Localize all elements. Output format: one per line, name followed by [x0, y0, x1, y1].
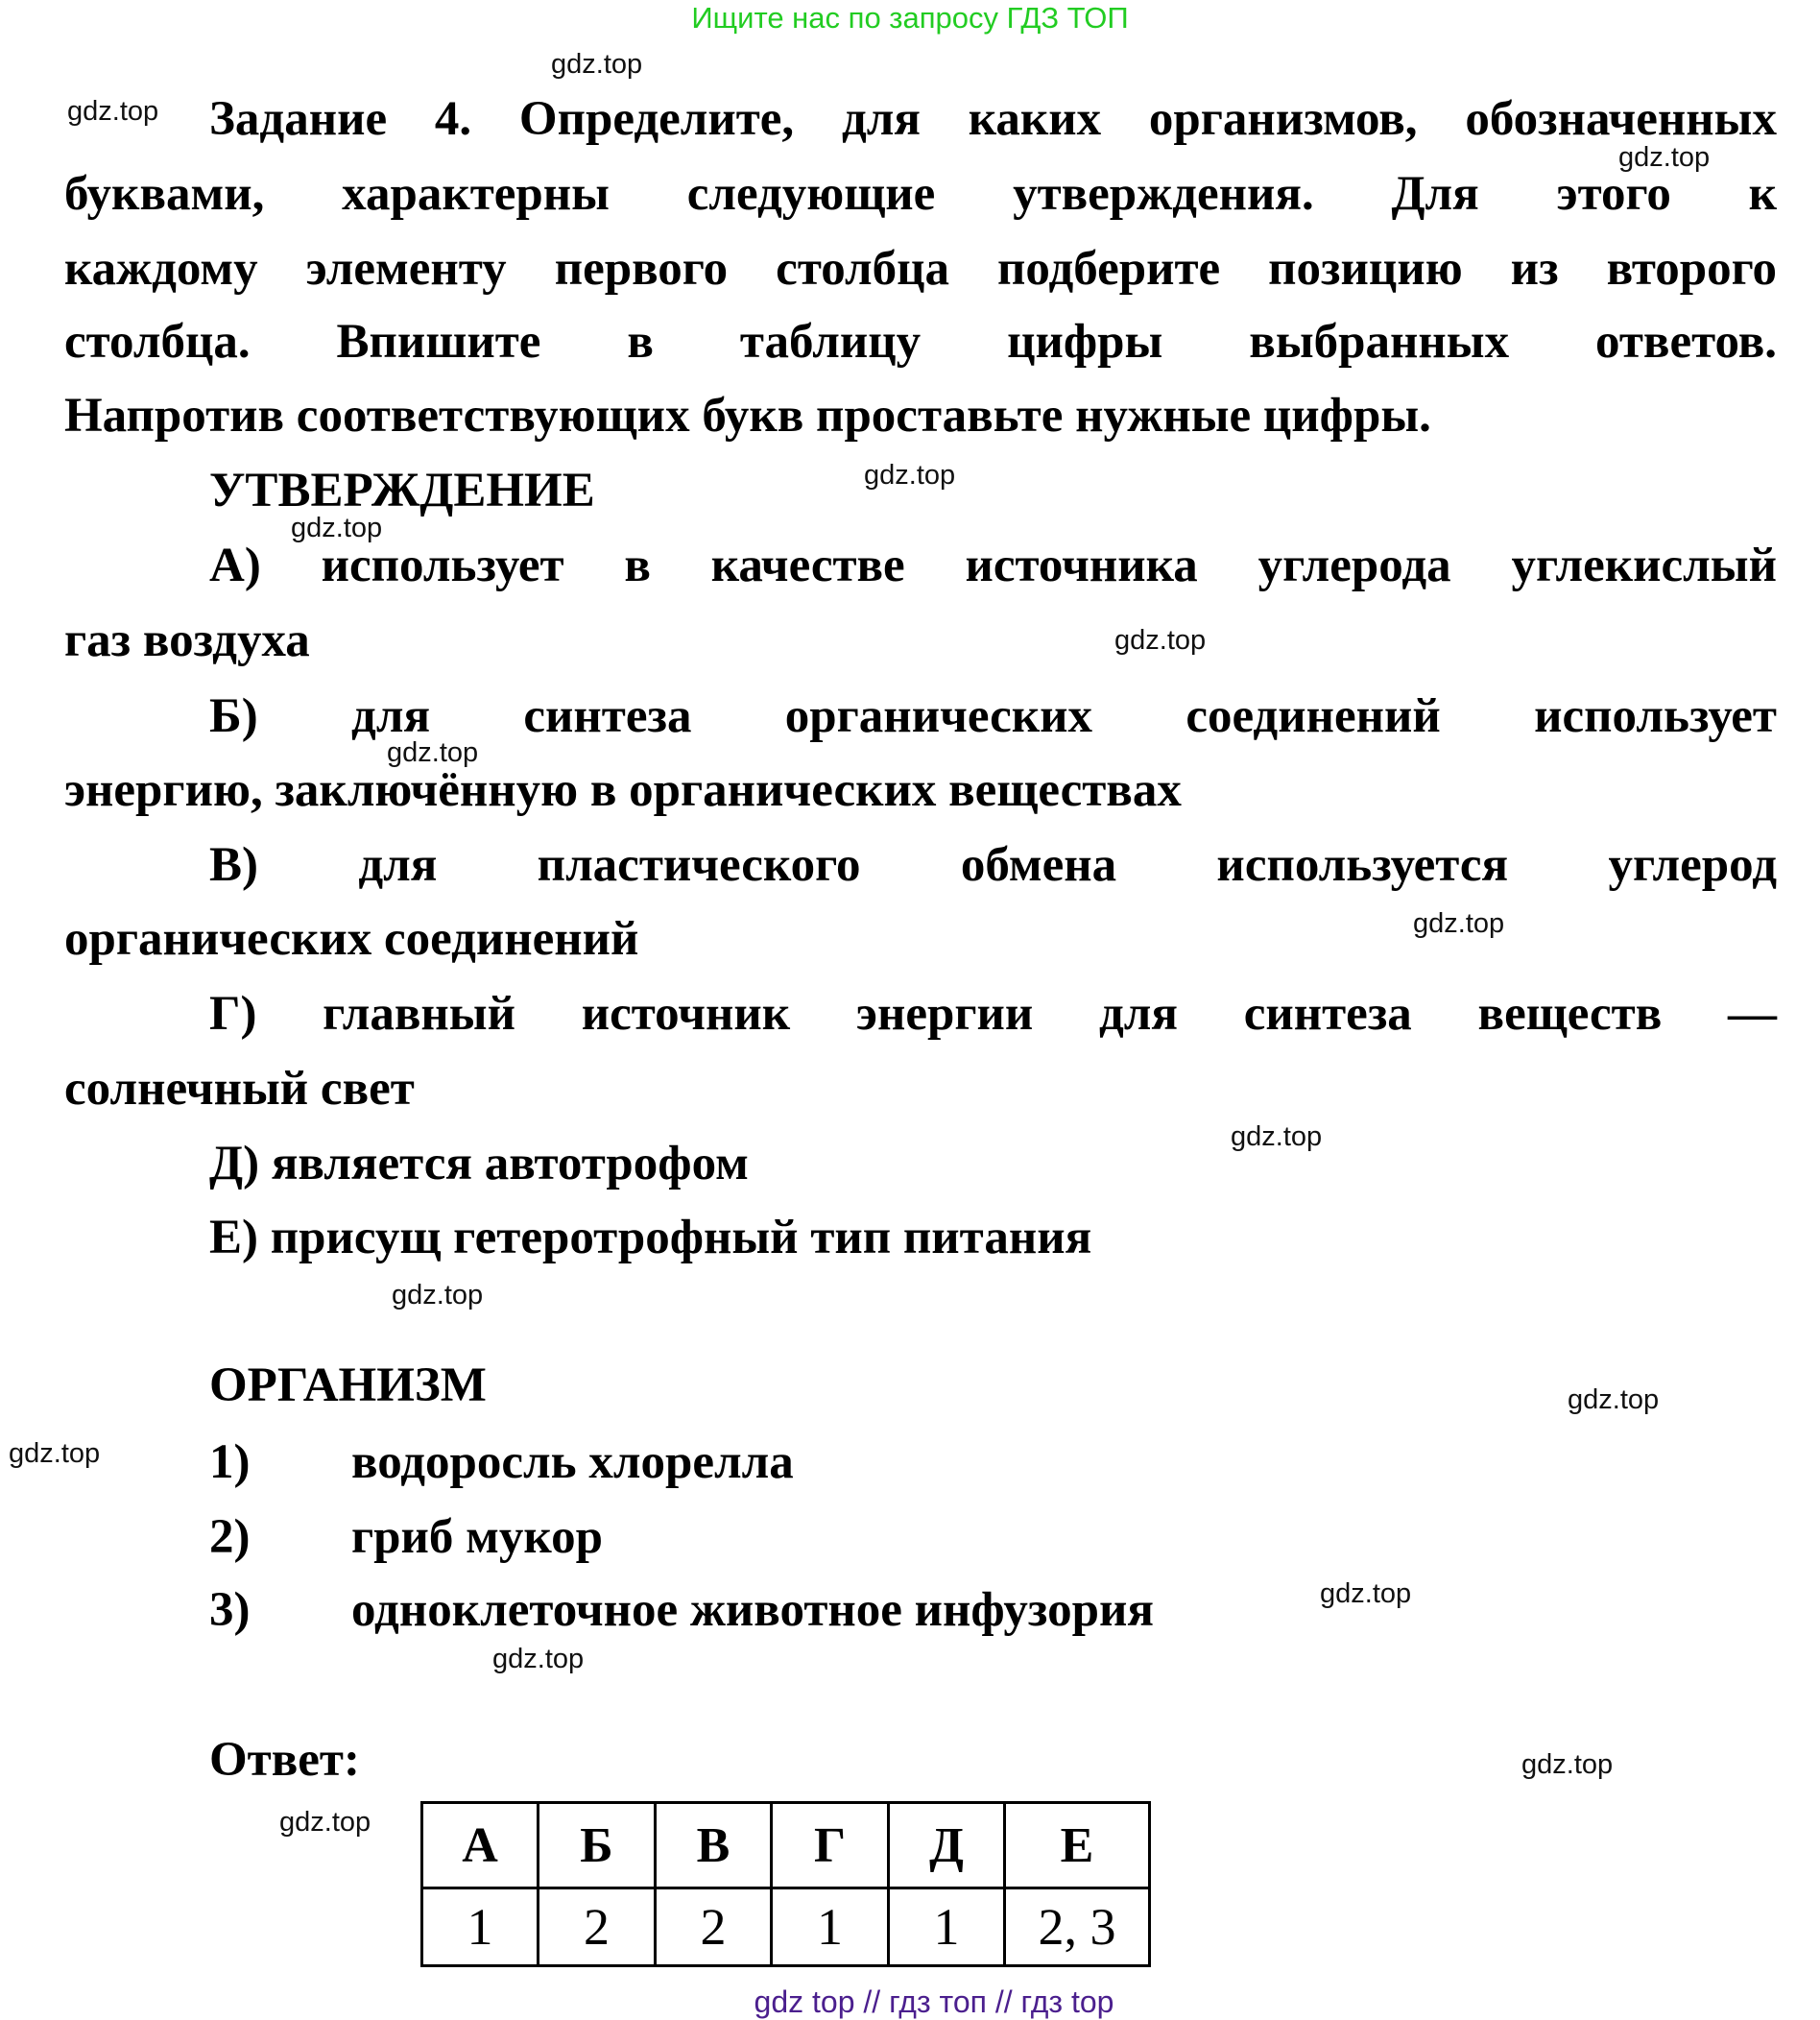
watermark: gdz.top: [291, 513, 383, 543]
statement-b: Б) для синтеза органических соединений использует: [209, 689, 1777, 743]
watermark: gdz.top: [1521, 1749, 1614, 1780]
task-line: буквами, характерны следующие утверждения. Для этого к: [64, 167, 1777, 221]
watermark: gdz.top: [1618, 142, 1711, 173]
statement-g: Г) главный источник энергии для синтеза веществ —: [209, 987, 1777, 1041]
footer-watermark: gdz top // гдз топ // гдз top: [754, 1984, 1114, 2019]
organism-text: гриб мукор: [351, 1510, 603, 1564]
task-line: Напротив соответствующих букв проставьте нужные цифры.: [64, 389, 1431, 443]
statement-g-cont: солнечный свет: [64, 1062, 415, 1116]
answer-value-cell: 1: [889, 1888, 1005, 1966]
statement-d: Д) является автотрофом: [209, 1137, 749, 1190]
answer-header-cell: Г: [772, 1803, 889, 1888]
organism-item: [209, 1574, 1777, 1647]
answer-value-cell: 2, 3: [1005, 1888, 1150, 1966]
watermark: gdz.top: [1114, 625, 1207, 656]
task-line: Задание 4. Определите, для каких организмов, обозначенных: [209, 92, 1777, 146]
task-line: каждому элементу первого столбца подберите позицию из второго: [64, 242, 1777, 296]
organism-item: [209, 1426, 1777, 1499]
answer-header-cell: Е: [1005, 1803, 1150, 1888]
search-banner: Ищите нас по запросу ГДЗ ТОП: [691, 1, 1129, 35]
watermark: gdz.top: [1568, 1384, 1660, 1415]
organism-text: водоросль хлорелла: [351, 1435, 794, 1489]
statement-v: В) для пластического обмена используется углерод: [209, 838, 1777, 892]
answer-header-cell: В: [656, 1803, 772, 1888]
organism-number: 3): [209, 1583, 251, 1637]
watermark: gdz.top: [9, 1438, 101, 1469]
task-line: столбца. Впишите в таблицу цифры выбранных ответов.: [64, 315, 1777, 369]
answer-value-cell: 1: [772, 1888, 889, 1966]
statements-heading: УТВЕРЖДЕНИЕ: [209, 464, 595, 517]
answer-label: Ответ:: [209, 1733, 360, 1787]
watermark: gdz.top: [1320, 1578, 1412, 1609]
answer-header-cell: А: [422, 1803, 539, 1888]
watermark: gdz.top: [864, 460, 956, 491]
organism-number: 2): [209, 1510, 251, 1564]
answer-value-cell: 2: [656, 1888, 772, 1966]
watermark: gdz.top: [387, 737, 479, 768]
answer-value-row: [422, 1888, 1150, 1966]
watermark: gdz.top: [492, 1644, 585, 1674]
organism-text: одноклеточное животное инфузория: [351, 1583, 1154, 1637]
organisms-heading: ОРГАНИЗМ: [209, 1359, 487, 1412]
statement-a: А) использует в качестве источника углерода углекислый: [209, 539, 1777, 592]
answer-header-cell: Д: [889, 1803, 1005, 1888]
organism-number: 1): [209, 1435, 251, 1489]
statement-v-cont: органических соединений: [64, 912, 639, 966]
answer-value-cell: 2: [539, 1888, 656, 1966]
watermark: gdz.top: [1413, 908, 1505, 939]
answer-header-cell: Б: [539, 1803, 656, 1888]
watermark: gdz.top: [551, 49, 643, 80]
watermark: gdz.top: [67, 96, 159, 127]
statement-b-cont: энергию, заключённую в органических веществах: [64, 763, 1182, 817]
answer-table: [420, 1801, 1151, 1967]
answer-header-row: [422, 1803, 1150, 1888]
watermark: gdz.top: [392, 1280, 484, 1311]
answer-value-cell: 1: [422, 1888, 539, 1966]
watermark: gdz.top: [1231, 1121, 1323, 1152]
statement-e: Е) присущ гетеротрофный тип питания: [209, 1211, 1092, 1264]
statement-a-cont: газ воздуха: [64, 613, 310, 667]
watermark: gdz.top: [279, 1807, 371, 1838]
organism-item: [209, 1501, 1777, 1574]
